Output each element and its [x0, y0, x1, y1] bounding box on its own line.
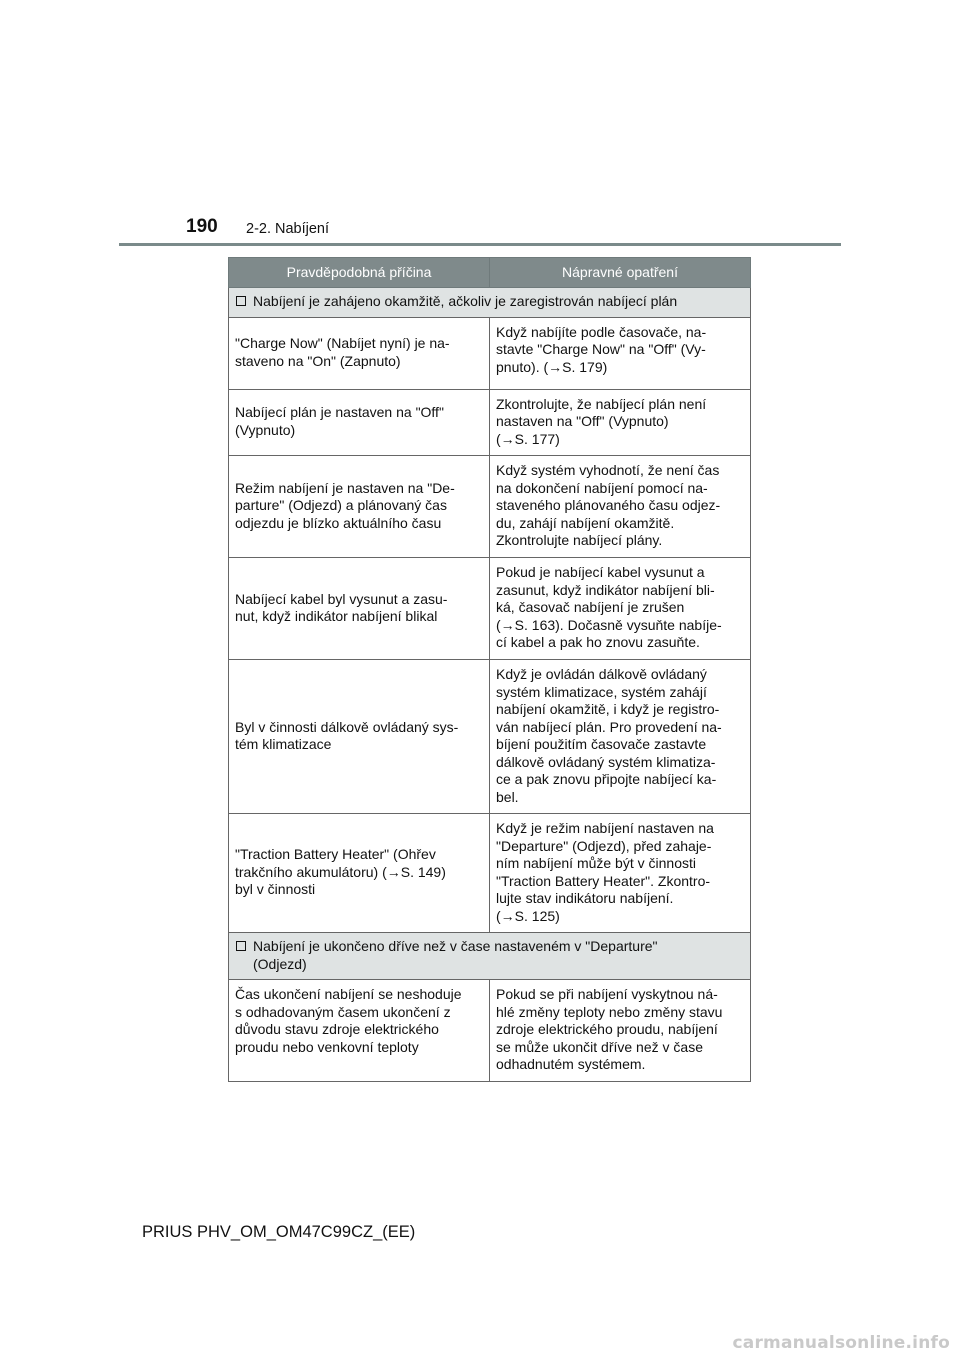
remedy-cell [490, 660, 751, 814]
remedy-text: Pokud je nabíjecí kabel vysunut a zasunut, když indikátor nabíjení bli- ká, časovač nabíjení je zrušen (→S. 163). Dočasně vysuňte nabíje- cí kabel a pak ho znovu zasuňte. [496, 564, 722, 650]
group-header-row [229, 933, 751, 980]
cause-cell [229, 660, 490, 814]
section-title: 2-2. Nabíjení [246, 221, 330, 237]
table-row [229, 456, 751, 558]
remedy-text: Zkontrolujte, že nabíjecí plán není nastaven na "Off" (Vypnuto) (→S. 177) [496, 395, 707, 447]
cause-cell [229, 456, 490, 558]
cause-cell [229, 389, 490, 456]
table-header-row [229, 258, 751, 288]
troubleshooting-table-container [228, 257, 750, 1082]
table-row [229, 389, 751, 456]
table-row [229, 317, 751, 389]
cause-text: Byl v činnosti dálkově ovládaný sys- tém klimatizace [235, 718, 459, 752]
cause-text: "Traction Battery Heater" (Ohřev trakčního akumulátoru) (→S. 149) byl v činnosti [235, 846, 446, 898]
cause-text: Nabíjecí plán je nastaven na "Off" (Vypnuto) [235, 404, 444, 438]
remedy-text: Když je režim nabíjení nastaven na "Departure" (Odjezd), před zahaje- ním nabíjení může být v činnosti "Traction Battery Heater". Zkontro- lujte stav indikátoru nabíjení. (→S. 125) [496, 820, 714, 924]
cause-cell [229, 317, 490, 389]
remedy-cell [490, 456, 751, 558]
cause-cell [229, 558, 490, 660]
remedy-text: Když je ovládán dálkově ovládaný systém klimatizace, systém zahájí nabíjení okamžitě, i když je registro- ván nabíjecí plán. Pro provedení na- bíjení použitím časovače zastavte dálkově ovládaný systém klimatiza- ce a pak znovu připojte nabíjecí ka- bel. [496, 666, 722, 805]
cause-text: Nabíjecí kabel byl vysunut a zasu- nut, když indikátor nabíjení blikal [235, 590, 448, 624]
group-header-cell [229, 288, 751, 318]
column-header-cause: Pravděpodobná příčina [229, 258, 490, 288]
header-divider [119, 243, 841, 246]
checkbox-square-icon [236, 296, 246, 306]
page-number: 190 [186, 216, 218, 237]
cause-text: Čas ukončení nabíjení se neshoduje s odhadovaným časem ukončení z důvodu stavu zdroje elektrického proudu nebo venkovní teploty [235, 986, 462, 1055]
remedy-text: Když nabíjíte podle časovače, na- stavte "Charge Now" na "Off" (Vy- pnuto). (→S. 179) [496, 323, 707, 375]
column-header-remedy: Nápravné opatření [490, 258, 751, 288]
document-code: PRIUS PHV_OM_OM47C99CZ_(EE) [142, 1223, 416, 1241]
table-row [229, 814, 751, 933]
troubleshooting-table [228, 257, 751, 1082]
table-row [229, 558, 751, 660]
cause-cell [229, 814, 490, 933]
cause-text: Režim nabíjení je nastaven na "De- parture" (Odjezd) a plánovaný čas odjezdu je blízko aktuálního času [235, 479, 455, 531]
table-row [229, 980, 751, 1082]
table-row [229, 660, 751, 814]
remedy-cell [490, 317, 751, 389]
remedy-cell [490, 389, 751, 456]
group-header-cell [229, 933, 751, 980]
group-title: Nabíjení je ukončeno dříve než v čase nastaveném v "Departure" (Odjezd) [253, 938, 658, 972]
remedy-cell [490, 814, 751, 933]
remedy-text: Když systém vyhodnotí, že není čas na dokončení nabíjení pomocí na- staveného plánovaného času odjez- du, zahájí nabíjení okamžitě. Zkontrolujte nabíjecí plány. [496, 462, 721, 548]
cause-text: "Charge Now" (Nabíjet nyní) je na- staveno na "On" (Zapnuto) [235, 335, 450, 369]
remedy-cell [490, 558, 751, 660]
group-header-row [229, 288, 751, 318]
watermark-text: carmanualsonline.info [732, 1333, 950, 1353]
cause-cell [229, 980, 490, 1082]
group-title: Nabíjení je zahájeno okamžitě, ačkoliv je zaregistrován nabíjecí plán [253, 293, 678, 309]
checkbox-square-icon [236, 941, 246, 951]
watermark [0, 1333, 960, 1358]
remedy-text: Pokud se při nabíjení vyskytnou ná- hlé změny teploty nebo změny stavu zdroje elektrického proudu, nabíjení se může ukončit dříve než v čase odhadnutém systémem. [496, 986, 723, 1072]
remedy-cell [490, 980, 751, 1082]
